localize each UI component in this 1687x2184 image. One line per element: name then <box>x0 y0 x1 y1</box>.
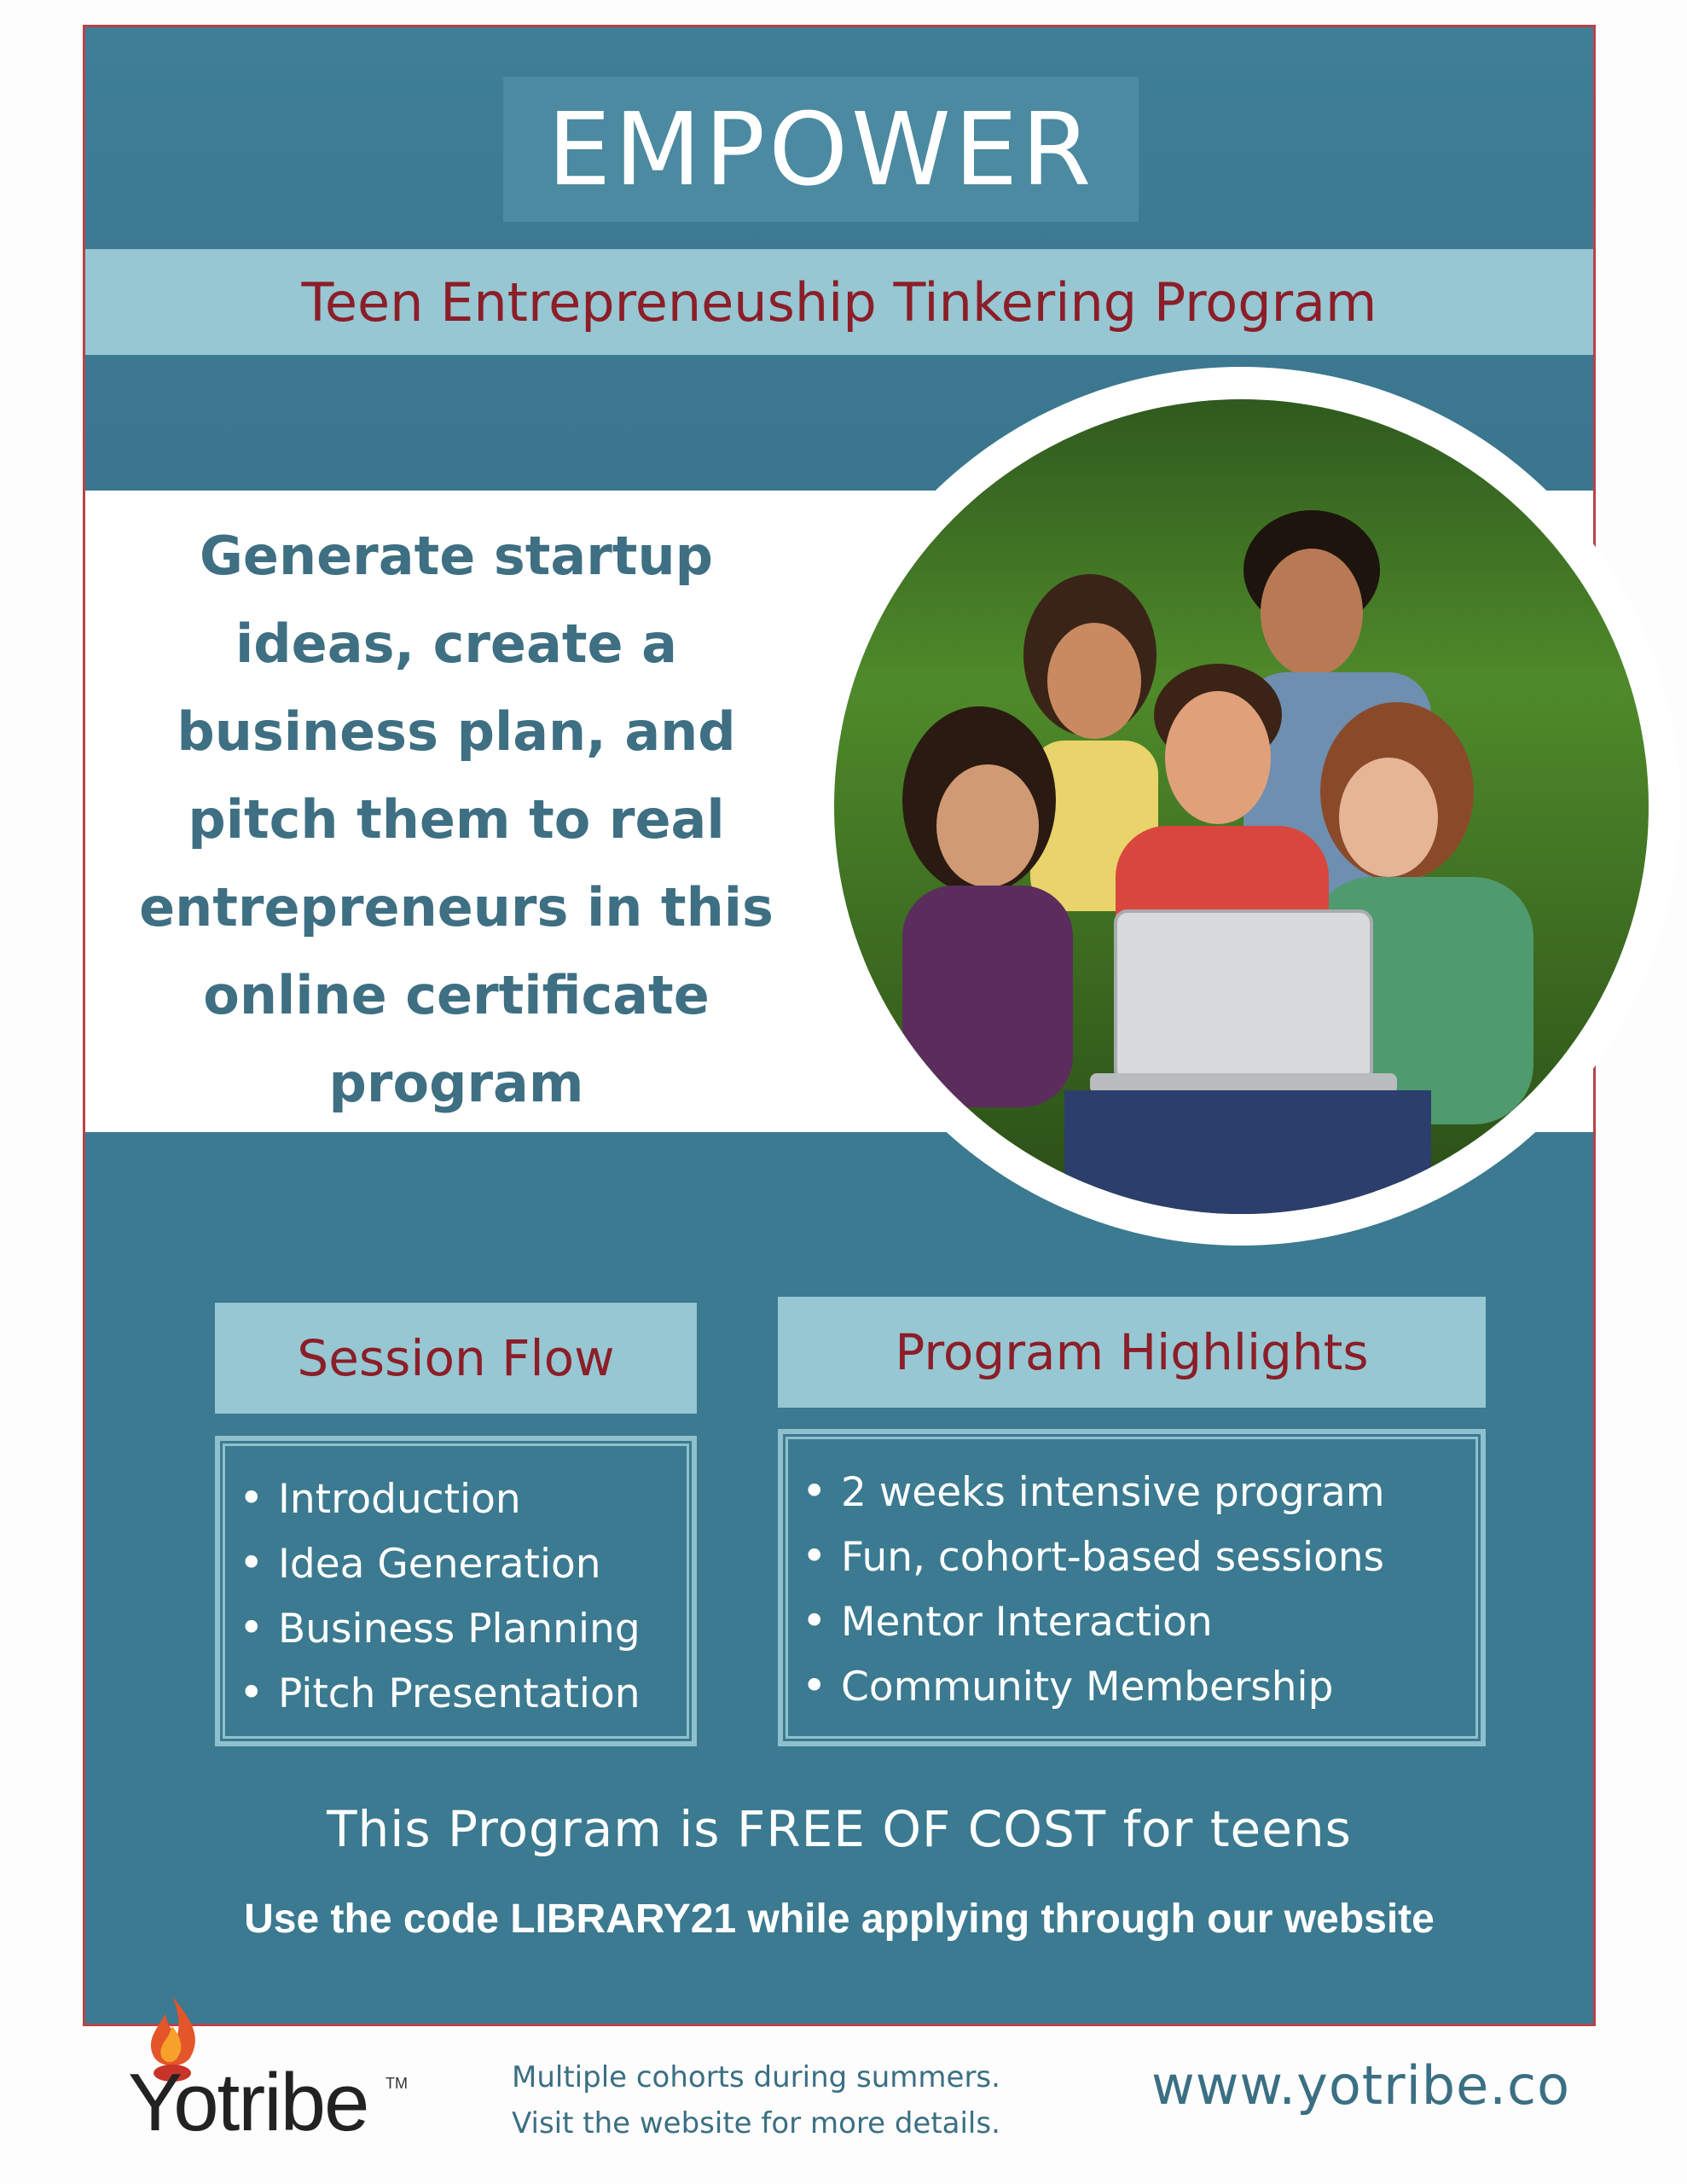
page-title: EMPOWER <box>503 77 1139 222</box>
headline-line: business plan, and <box>177 700 736 763</box>
list-item: • Community Membership <box>802 1654 1481 1719</box>
list-item: • 2 weeks intensive program <box>802 1460 1481 1525</box>
website-link[interactable]: www.yotribe.co <box>1151 2054 1571 2117</box>
session-flow-list <box>215 1436 697 1746</box>
headline-line: ideas, create a <box>235 613 677 675</box>
list-item: • Fun, cohort-based sessions <box>802 1525 1481 1589</box>
program-highlights-heading: Program Highlights <box>778 1297 1486 1408</box>
footer-info <box>512 2054 1000 2146</box>
logo-wordmark: Yotribe <box>128 2057 368 2148</box>
headline-line: program <box>328 1052 584 1114</box>
free-of-cost-text: This Program is FREE OF COST for teens <box>327 1800 1352 1858</box>
list-item: • Business Planning <box>239 1596 692 1661</box>
headline-line: entrepreneurs in this <box>139 876 774 938</box>
trademark-mark: TM <box>386 2075 408 2092</box>
session-flow-heading: Session Flow <box>215 1303 697 1414</box>
program-subtitle: Teen Entrepreneuship Tinkering Program <box>85 249 1593 355</box>
promo-code-text: Use the code LIBRARY21 while applying through our website <box>244 1896 1435 1942</box>
list-item: • Idea Generation <box>239 1531 692 1596</box>
headline-line: pitch them to real <box>188 788 725 851</box>
list-item: • Pitch Presentation <box>239 1661 692 1726</box>
headline-text <box>102 512 810 1127</box>
group-of-teens-with-laptop-photo <box>834 399 1649 1214</box>
program-highlights-list <box>778 1429 1486 1746</box>
list-item: • Mentor Interaction <box>802 1589 1481 1654</box>
list-item: • Introduction <box>239 1467 692 1531</box>
headline-line: online certificate <box>203 964 710 1026</box>
footer-info-line: Multiple cohorts during summers. <box>512 2060 1000 2094</box>
headline-line: Generate startup <box>200 525 713 587</box>
footer-info-line: Visit the website for more details. <box>512 2106 1000 2140</box>
